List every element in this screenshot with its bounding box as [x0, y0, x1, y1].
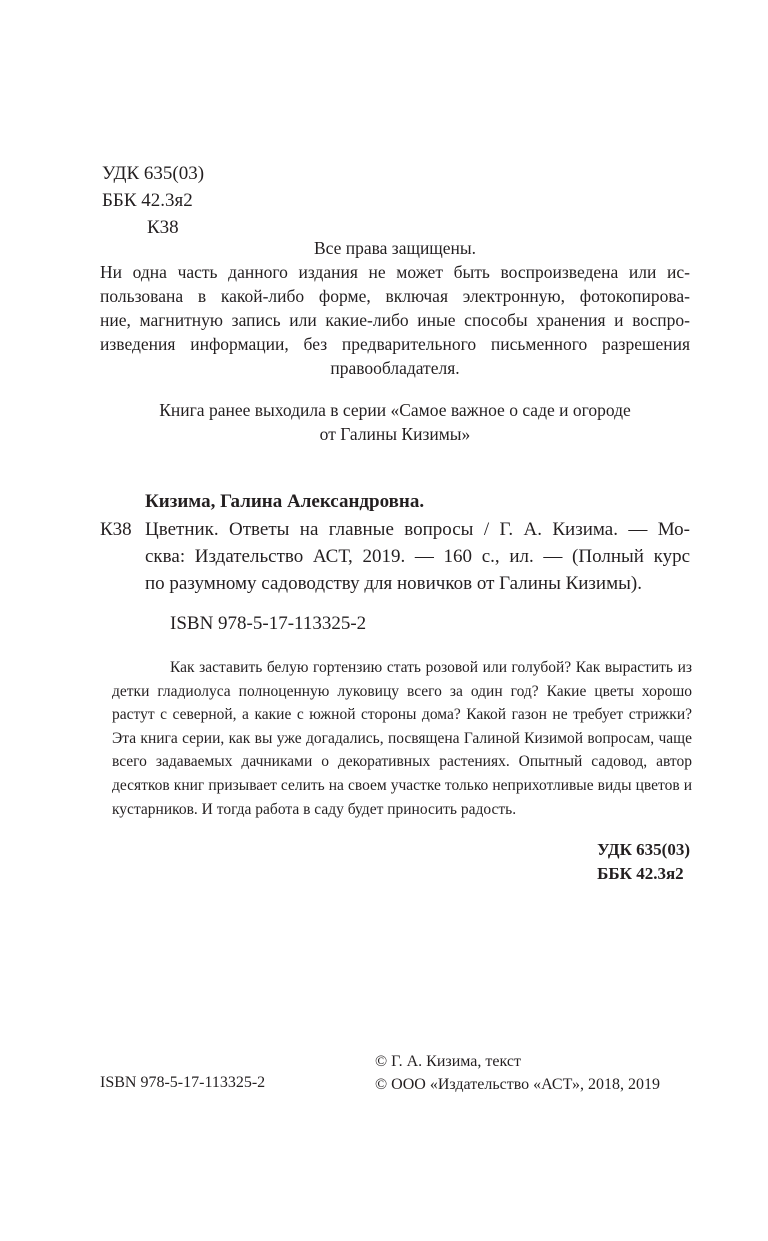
rights-line: пользована в какой-либо форме, включая электронную, фотокопирова-: [100, 286, 690, 306]
series-note: [100, 398, 690, 446]
bibliographic-line: по разумному садоводству для новичков от Галины Кизимы).: [145, 573, 642, 594]
copyright-author: © Г. А. Кизима, текст: [375, 1053, 521, 1070]
bbk-code: ББК 42.3я2: [102, 190, 193, 211]
rights-line: изведения информации, без предварительного письменного разрешения: [100, 334, 690, 354]
rights-notice: [100, 236, 690, 380]
bibliographic-description: [145, 516, 690, 597]
rights-line: ние, магнитную запись или какие-либо иные способы хранения и воспро-: [100, 310, 690, 330]
udk-code-bottom: УДК 635(03): [597, 840, 690, 859]
rights-title: Все права защищены.: [313, 238, 477, 258]
series-note-line: от Галины Кизимы»: [319, 424, 471, 444]
copyright-publisher: © ООО «Издательство «АСТ», 2018, 2019: [375, 1076, 660, 1093]
series-note-line: Книга ранее выходила в серии «Самое важное о саде и огороде: [159, 400, 631, 420]
author-heading: Кизима, Галина Александровна.: [145, 491, 425, 512]
annotation: Как заставить белую гортензию стать розовой или голубой? Как вырастить из детки гладиолуса полноценную луковицу всего за один год? Какие цветы хорошо растут с северной, а какие с южной стороны дома? Какой газон не требует стрижки? Эта книга серии, как вы уже догадались, посвящена Галиной Кизимой вопросам, чаще всего задаваемых дачниками о декоративных растениях. Опытный садовод, автор десятков книг призывает селить на своем участке только неприхотливые виды цветов и кустарников. И тогда работа в саду будет приносить радость.: [112, 659, 692, 818]
bibliographic-line: сква: Издательство АСТ, 2019. — 160 с., ил. — (Полный курс: [145, 546, 690, 567]
bottom-classification-codes: [597, 838, 690, 886]
rights-line: Ни одна часть данного издания не может быть воспроизведена или ис-: [100, 262, 690, 282]
author-mark: К38: [147, 217, 179, 238]
copyright-block: [375, 1050, 660, 1096]
isbn-footer: ISBN 978-5-17-113325-2: [100, 1074, 266, 1091]
isbn-main: ISBN 978-5-17-113325-2: [170, 613, 367, 634]
bbk-code-bottom: ББК 42.3я2: [597, 864, 684, 883]
top-classification-codes: [102, 160, 204, 241]
bibliographic-line: Цветник. Ответы на главные вопросы / Г. А. Кизима. — Мо-: [145, 519, 690, 540]
rights-line: правообладателя.: [330, 358, 460, 378]
udk-code: УДК 635(03): [102, 163, 205, 184]
bibliographic-code: К38: [100, 519, 132, 540]
